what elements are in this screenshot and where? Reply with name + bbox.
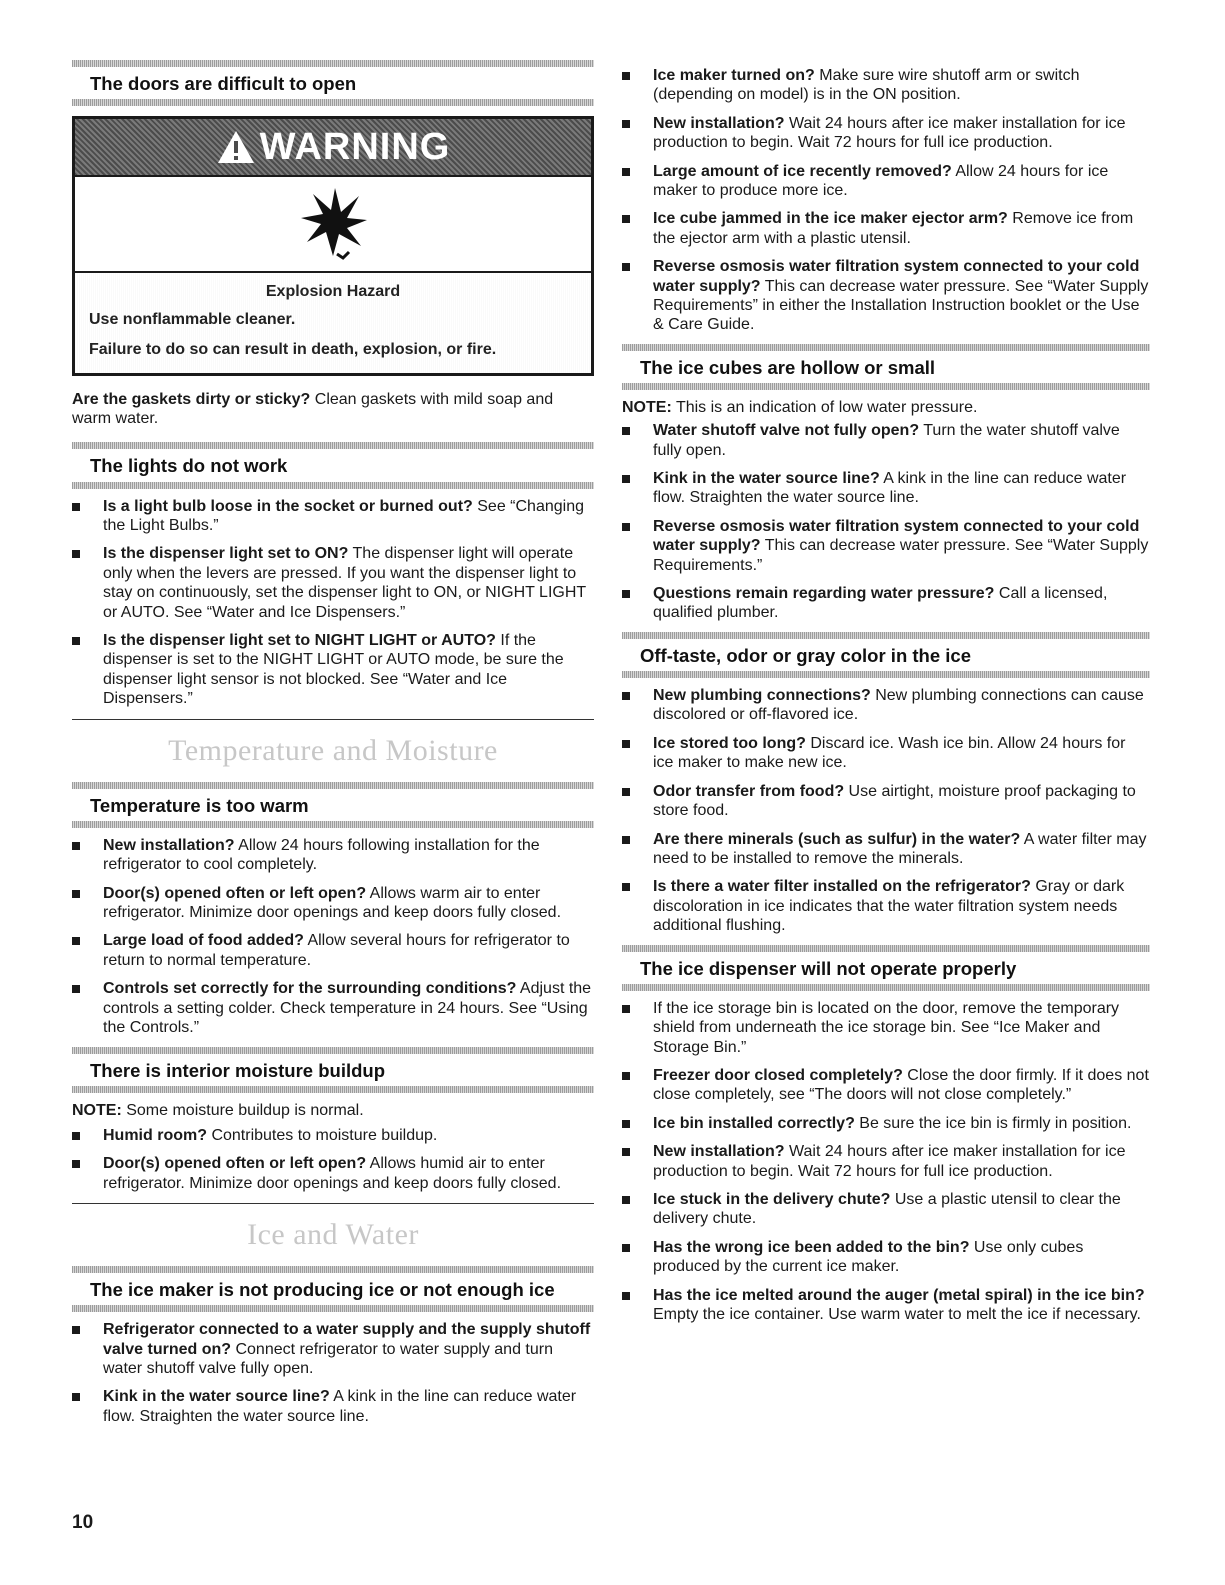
bullet-icon — [622, 836, 630, 844]
list-item: Controls set correctly for the surrounding conditions? Adjust the controls a setting colder. Check temperature in 24 hours. See “Using the Controls.” — [72, 979, 594, 1037]
section-title-temperature: Temperature and Moisture — [72, 719, 594, 782]
heading-lights: The lights do not work — [90, 455, 288, 477]
dispenser-list — [622, 999, 1150, 1325]
section-heading — [72, 1047, 594, 1093]
list-item: Large amount of ice recently removed? Allow 24 hours for ice maker to produce more ice. — [622, 162, 1150, 201]
list-item: Refrigerator connected to a water supply and the supply shutoff valve turned on? Connect refrigerator to water supply and turn water shutoff valve fully open. — [72, 1320, 594, 1378]
bullet-icon — [72, 890, 80, 898]
warning-box — [72, 116, 594, 376]
bullet-icon — [72, 1326, 80, 1334]
heading-icemaker: The ice maker is not producing ice or not enough ice — [90, 1279, 555, 1300]
list-item: If the ice storage bin is located on the door, remove the temporary shield from underneath the ice storage bin. See “Ice Maker and Storage Bin.” — [622, 999, 1150, 1057]
section-heading — [622, 344, 1150, 390]
bullet-icon — [622, 740, 630, 748]
bullet-icon — [72, 503, 80, 511]
list-item: Has the wrong ice been added to the bin? Use only cubes produced by the current ice maker. — [622, 1238, 1150, 1277]
heading-doors: The doors are difficult to open — [90, 73, 357, 94]
bullet-icon — [622, 1120, 630, 1128]
list-item: Ice stored too long? Discard ice. Wash ice bin. Allow 24 hours for ice maker to make new ice. — [622, 734, 1150, 773]
bullet-icon — [72, 637, 80, 645]
bullet-icon — [622, 475, 630, 483]
explosion-icon — [293, 184, 373, 264]
section-heading — [72, 442, 594, 488]
bullet-icon — [622, 692, 630, 700]
warning-body — [75, 273, 591, 373]
hollow-note: NOTE: This is an indication of low water pressure. — [622, 399, 978, 417]
section-heading — [622, 632, 1150, 678]
bullet-icon — [622, 883, 630, 891]
bullet-icon — [622, 168, 630, 176]
list-item: Odor transfer from food? Use airtight, moisture proof packaging to store food. — [622, 782, 1150, 821]
list-item: New installation? Wait 24 hours after ice maker installation for ice production to begin. Wait 72 hours for full ice production. — [622, 1142, 1150, 1181]
gaskets-paragraph: Are the gaskets dirty or sticky? Clean gaskets with mild soap and warm water. — [72, 391, 554, 428]
list-item: Are there minerals (such as sulfur) in the water? A water filter may need to be installed to remove the minerals. — [622, 830, 1150, 869]
warning-triangle-icon — [216, 129, 256, 165]
bullet-icon — [72, 1132, 80, 1140]
list-item: Is there a water filter installed on the refrigerator? Gray or dark discoloration in ice indicates that the water filtration system needs additional flushing. — [622, 877, 1150, 935]
bullet-icon — [622, 120, 630, 128]
hollow-list — [622, 421, 1150, 623]
icemaker-cont-list — [622, 66, 1150, 335]
warning-banner-text: WARNING — [259, 125, 451, 168]
bullet-icon — [622, 788, 630, 796]
section-heading — [622, 945, 1150, 991]
icemaker-list — [72, 1320, 594, 1426]
bullet-icon — [622, 1196, 630, 1204]
warm-list — [72, 836, 594, 1038]
bullet-icon — [622, 1148, 630, 1156]
list-item: Kink in the water source line? A kink in the line can reduce water flow. Straighten the water source line. — [72, 1387, 594, 1426]
section-heading — [72, 1266, 594, 1312]
bullet-icon — [622, 523, 630, 531]
list-item: New installation? Allow 24 hours following installation for the refrigerator to cool completely. — [72, 836, 594, 875]
list-item: Water shutoff valve not fully open? Turn the water shutoff valve fully open. — [622, 421, 1150, 460]
list-item: Is the dispenser light set to NIGHT LIGHT or AUTO? If the dispenser is set to the NIGHT LIGHT or AUTO mode, be sure the dispenser light sensor is not blocked. See “Water and Ice Dispensers.” — [72, 631, 594, 709]
bullet-icon — [622, 72, 630, 80]
list-item: Is the dispenser light set to ON? The dispenser light will operate only when the levers are pressed. If you want the dispenser light to stay on continuously, set the dispenser light to ON, or NIGHT LIGHT or AUTO. See “Water and Ice Dispensers.” — [72, 544, 594, 622]
heading-warm: Temperature is too warm — [90, 794, 309, 816]
warning-line-2: Failure to do so can result in death, explosion, or fire. — [89, 341, 497, 359]
warning-line-1: Use nonflammable cleaner. — [89, 311, 296, 329]
moisture-note: NOTE: Some moisture buildup is normal. — [72, 1101, 364, 1119]
bullet-icon — [622, 1292, 630, 1300]
bullet-icon — [622, 1244, 630, 1252]
right-column — [622, 60, 1150, 1333]
list-item: Has the ice melted around the auger (metal spiral) in the ice bin? Empty the ice container. Use warm water to melt the ice if necessary. — [622, 1286, 1150, 1325]
moisture-list — [72, 1126, 594, 1193]
list-item: Ice bin installed correctly? Be sure the ice bin is firmly in position. — [622, 1114, 1150, 1133]
bullet-icon — [622, 427, 630, 435]
bullet-icon — [72, 550, 80, 558]
list-item: Humid room? Contributes to moisture buildup. — [72, 1126, 594, 1145]
list-item: Kink in the water source line? A kink in the line can reduce water flow. Straighten the water source line. — [622, 469, 1150, 508]
heading-dispenser: The ice dispenser will not operate properly — [640, 957, 1017, 979]
warning-banner — [75, 119, 591, 177]
bullet-icon — [72, 842, 80, 850]
list-item: Large load of food added? Allow several hours for refrigerator to return to normal temperature. — [72, 931, 594, 970]
list-item: Door(s) opened often or left open? Allows humid air to enter refrigerator. Minimize door openings and keep doors fully closed. — [72, 1154, 594, 1193]
list-item: Freezer door closed completely? Close the door firmly. If it does not close completely, see “The doors will not close completely.” — [622, 1066, 1150, 1105]
list-item: Ice maker turned on? Make sure wire shutoff arm or switch (depending on model) is in the ON position. — [622, 66, 1150, 105]
taste-list — [622, 686, 1150, 935]
bullet-icon — [72, 1393, 80, 1401]
bullet-icon — [72, 985, 80, 993]
warning-hazard-title: Explosion Hazard — [265, 283, 401, 301]
section-heading — [72, 60, 594, 106]
bullet-icon — [622, 1072, 630, 1080]
list-item: Questions remain regarding water pressure? Call a licensed, qualified plumber. — [622, 584, 1150, 623]
bullet-icon — [622, 590, 630, 598]
list-item: Ice stuck in the delivery chute? Use a plastic utensil to clear the delivery chute. — [622, 1190, 1150, 1229]
list-item: New installation? Wait 24 hours after ice maker installation for ice production to begin. Wait 72 hours for full ice production. — [622, 114, 1150, 153]
page-number: 10 — [72, 1512, 94, 1533]
left-column — [72, 60, 594, 1435]
list-item: Door(s) opened often or left open? Allows warm air to enter refrigerator. Minimize door openings and keep doors fully closed. — [72, 884, 594, 923]
heading-moisture: There is interior moisture buildup — [90, 1059, 386, 1081]
list-item: Ice cube jammed in the ice maker ejector arm? Remove ice from the ejector arm with a plastic utensil. — [622, 209, 1150, 248]
heading-taste: Off-taste, odor or gray color in the ice — [640, 644, 971, 666]
list-item: Reverse osmosis water filtration system connected to your cold water supply? This can decrease water pressure. See “Water Supply Requirements” in either the Installation Instruction booklet or the Use & Care Guide. — [622, 257, 1150, 335]
section-title-ice-water: Ice and Water — [72, 1203, 594, 1266]
list-item: New plumbing connections? New plumbing connections can cause discolored or off-flavored ice. — [622, 686, 1150, 725]
list-item: Is a light bulb loose in the socket or burned out? See “Changing the Light Bulbs.” — [72, 497, 594, 536]
heading-hollow: The ice cubes are hollow or small — [640, 356, 936, 378]
bullet-icon — [72, 937, 80, 945]
section-heading — [72, 782, 594, 828]
bullet-icon — [622, 263, 630, 271]
warning-icon-area — [75, 177, 591, 273]
bullet-icon — [622, 1005, 630, 1013]
list-item: Reverse osmosis water filtration system connected to your cold water supply? This can decrease water pressure. See “Water Supply Requirements.” — [622, 517, 1150, 575]
bullet-icon — [622, 215, 630, 223]
lights-list — [72, 497, 594, 709]
bullet-icon — [72, 1160, 80, 1168]
